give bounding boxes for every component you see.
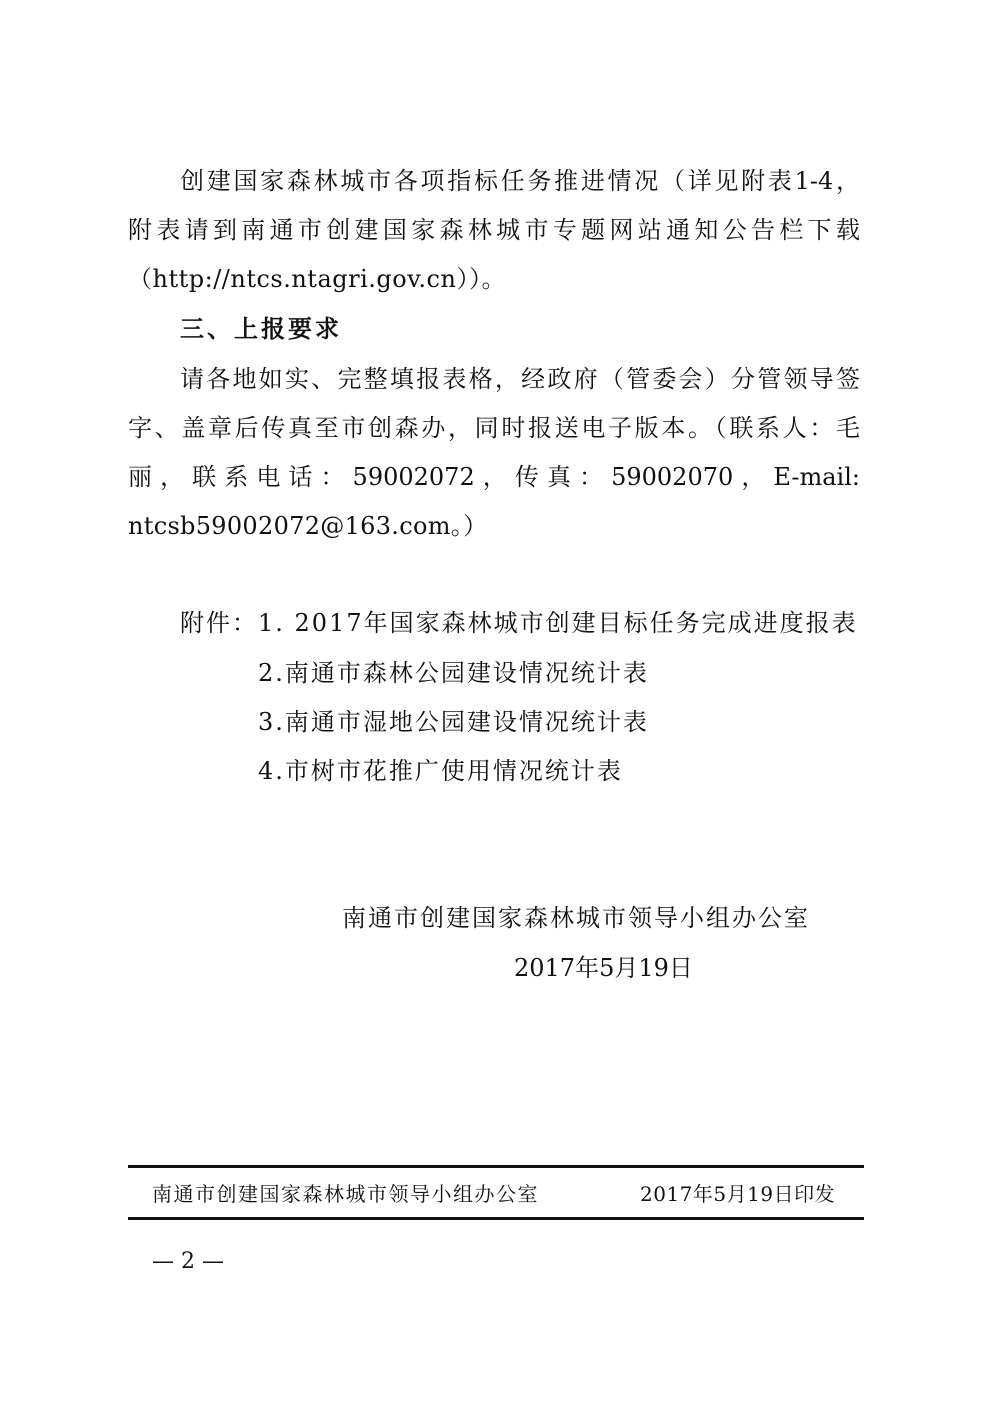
attachments-label: 附件： [180,609,258,637]
section-heading: 三、上报要求 [180,315,342,343]
footer-bottom-rule [128,1217,864,1220]
paragraph1-line-3: （http://ntcs.ntagri.gov.cn））。 [128,265,506,293]
signature-organization: 南通市创建国家森林城市领导小组办公室 [342,904,810,932]
paragraph2-line-4: ntcsb59002072@163.com。） [128,512,488,540]
paragraph1-line-1: 创建国家森林城市各项指标任务推进情况（详见附表1-4， [180,167,860,195]
footer-top-rule [128,1165,864,1168]
paragraph2-line-1: 请各地如实、完整填报表格，经政府（管委会）分管领导签 [180,365,860,393]
paragraph1-line-2: 附表请到南通市创建国家森林城市专题网站通知公告栏下载 [128,216,860,244]
paragraph2-line-2: 字、盖章后传真至市创森办，同时报送电子版本。（联系人：毛 [128,414,860,442]
signature-date: 2017年5月19日 [514,954,693,982]
attachment-item-4: 4.市树市花推广使用情况统计表 [258,757,623,785]
footer-print-date: 2017年5月19日印发 [640,1182,836,1206]
attachment-item-1: 1. 2017年国家森林城市创建目标任务完成进度报表 [258,609,858,637]
footer-issuer: 南通市创建国家森林城市领导小组办公室 [152,1182,539,1206]
attachment-item-2: 2.南通市森林公园建设情况统计表 [258,659,649,687]
paragraph2-line-3: 丽，联系电话：59002072，传真：59002070，E-mail: [128,463,860,491]
attachment-item-3: 3.南通市湿地公园建设情况统计表 [258,708,649,736]
page-number: — 2 — [152,1249,224,1274]
